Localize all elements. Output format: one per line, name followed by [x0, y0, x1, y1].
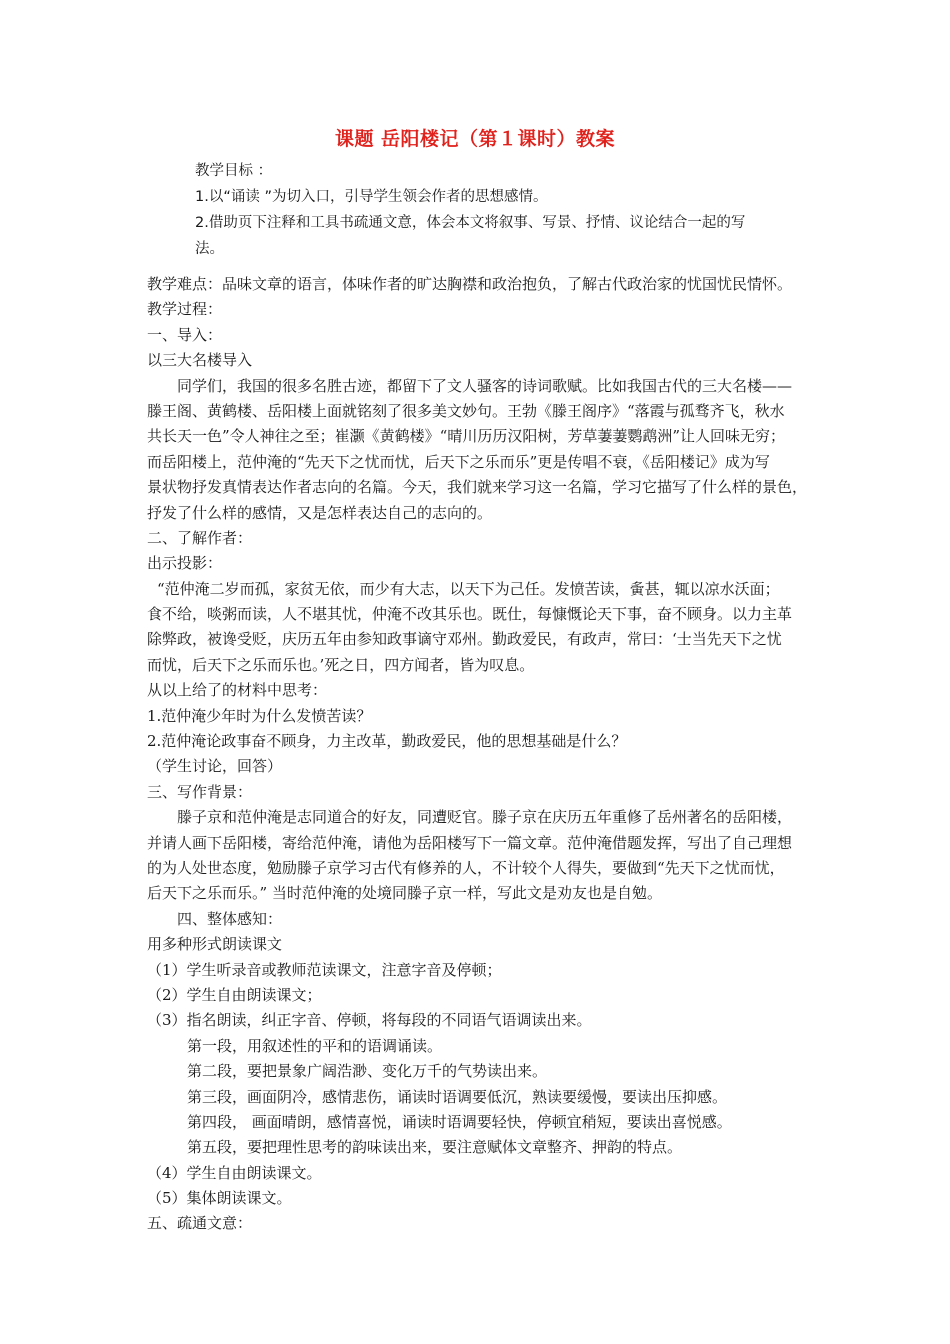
quote-line: 而忧，后天下之乐而乐也。’死之日，四方闻者，皆为叹息。: [147, 655, 535, 674]
text-line: 出示投影：: [147, 554, 223, 573]
question-item: 1.范仲淹少年时为什么发愤苦读？: [147, 706, 372, 725]
text-line: 以三大名楼导入: [147, 351, 253, 370]
text-line: 共长天一色”令人神往之至；崔灏《黄鹤楼》“晴川历历汉阳树，芳草萋萋鹦鹉洲”让人回味无穷；: [147, 427, 786, 446]
teaching-goals: [195, 158, 835, 262]
list-item: （4）学生自由朗读课文。: [147, 1163, 322, 1182]
text-line: 后天下之乐而乐。” 当时范仲淹的处境同滕子京一样，写此文是劝友也是自勉。: [147, 884, 662, 903]
text-line: 同学们，我国的很多名胜古迹，都留下了文人骚客的诗词歌赋。比如我国古代的三大名楼——: [177, 376, 793, 395]
text-line: 抒发了什么样的感情，又是怎样表达自己的志向的。: [147, 503, 493, 522]
text-line: 从以上给了的材料中思考：: [147, 681, 328, 700]
section-heading: 四、整体感知：: [177, 909, 283, 928]
sub-item: 第一段，用叙述性的平和的语调诵读。: [187, 1036, 443, 1055]
text-line: 景状物抒发真情表达作者志向的名篇。今天，我们就来学习这一名篇，学习它描写了什么样的景色，: [147, 478, 808, 497]
list-item: （3）指名朗读，纠正字音、停顿，将每段的不同语气语调读出来。: [147, 1011, 592, 1030]
quote-line: 除弊政，被谗受贬，庆历五年由参知政事谪守邓州。勤政爱民，有政声，常曰：‘士当先天下之忧: [147, 630, 782, 649]
sub-item: 第二段，要把景象广阔浩渺、变化万千的气势读出来。: [187, 1062, 548, 1081]
text-line: 教学难点：品味文章的语言，体味作者的旷达胸襟和政治抱负，了解古代政治家的忧国忧民情怀。: [147, 275, 793, 293]
list-item: （2）学生自由朗读课文；: [147, 985, 322, 1004]
page-title: 课题 岳阳楼记（第１课时）教案: [334, 128, 616, 150]
text-line: （学生讨论，回答）: [147, 757, 283, 776]
section-heading: 五、疏通文意：: [147, 1214, 253, 1233]
lesson-body: [147, 272, 887, 1237]
goal-item: 法。: [195, 241, 224, 257]
text-line: 教学过程：: [147, 300, 223, 319]
section-heading: 一、导入：: [147, 325, 223, 344]
section-heading: 二、了解作者：: [147, 528, 253, 547]
text-line: 滕王阁、黄鹤楼、岳阳楼上面就铭刻了很多美文妙句。王勃《滕王阁序》“落霞与孤骛齐飞，秋水: [147, 401, 785, 420]
sub-item: 第四段， 画面晴朗，感情喜悦，诵读时语调要轻快，停顿宜稍短，要读出喜悦感。: [187, 1112, 732, 1131]
question-item: 2.范仲淹论政事奋不顾身，力主改革，勤政爱民，他的思想基础是什么？: [147, 732, 627, 751]
section-heading: 三、写作背景：: [147, 782, 253, 801]
text-line: 用多种形式朗读课文: [147, 935, 283, 954]
sub-item: 第五段，要把理性思考的韵味读出来，要注意赋体文章整齐、押韵的特点。: [187, 1138, 683, 1157]
list-item: （1）学生听录音或教师范读课文，注意字音及停顿；: [147, 960, 502, 979]
text-line: 的为人处世态度，勉励滕子京学习古代有修养的人，不计较个人得失，要做到“先天下之忧而忧，: [147, 858, 785, 877]
goal-item: 2.借助页下注释和工具书疏通文意，体会本文将叙事、写景、抒情、议论结合一起的写: [195, 215, 746, 231]
goal-item: 1.以“诵读 ”为切入口，引导学生领会作者的思想感情。: [195, 189, 548, 205]
quote-line: 食不给，啖粥而读，人不堪其忧，仲淹不改其乐也。既仕，每慷慨论天下事，奋不顾身。以力主革: [147, 605, 793, 624]
text-line: 并请人画下岳阳楼，寄给范仲淹，请他为岳阳楼写下一篇文章。范仲淹借题发挥，写出了自己理想: [147, 833, 793, 852]
list-item: （5）集体朗读课文。: [147, 1189, 292, 1208]
sub-item: 第三段，画面阴冷，感情悲伤，诵读时语调要低沉，熟读要缓慢，要读出压抑感。: [187, 1087, 728, 1106]
quote-line: “范仲淹二岁而孤，家贫无依，而少有大志，以天下为己任。发愤苦读，夤甚，辄以凉水沃面；: [157, 579, 780, 598]
text-line: 而岳阳楼上，范仲淹的“先天下之忧而忧，后天下之乐而乐”更是传唱不衰，《岳阳楼记》成为写: [147, 452, 770, 471]
goals-heading: 教学目标 ：: [195, 163, 273, 179]
text-line: 滕子京和范仲淹是志同道合的好友，同遭贬官。滕子京在庆历五年重修了岳州著名的岳阳楼，: [177, 808, 793, 827]
